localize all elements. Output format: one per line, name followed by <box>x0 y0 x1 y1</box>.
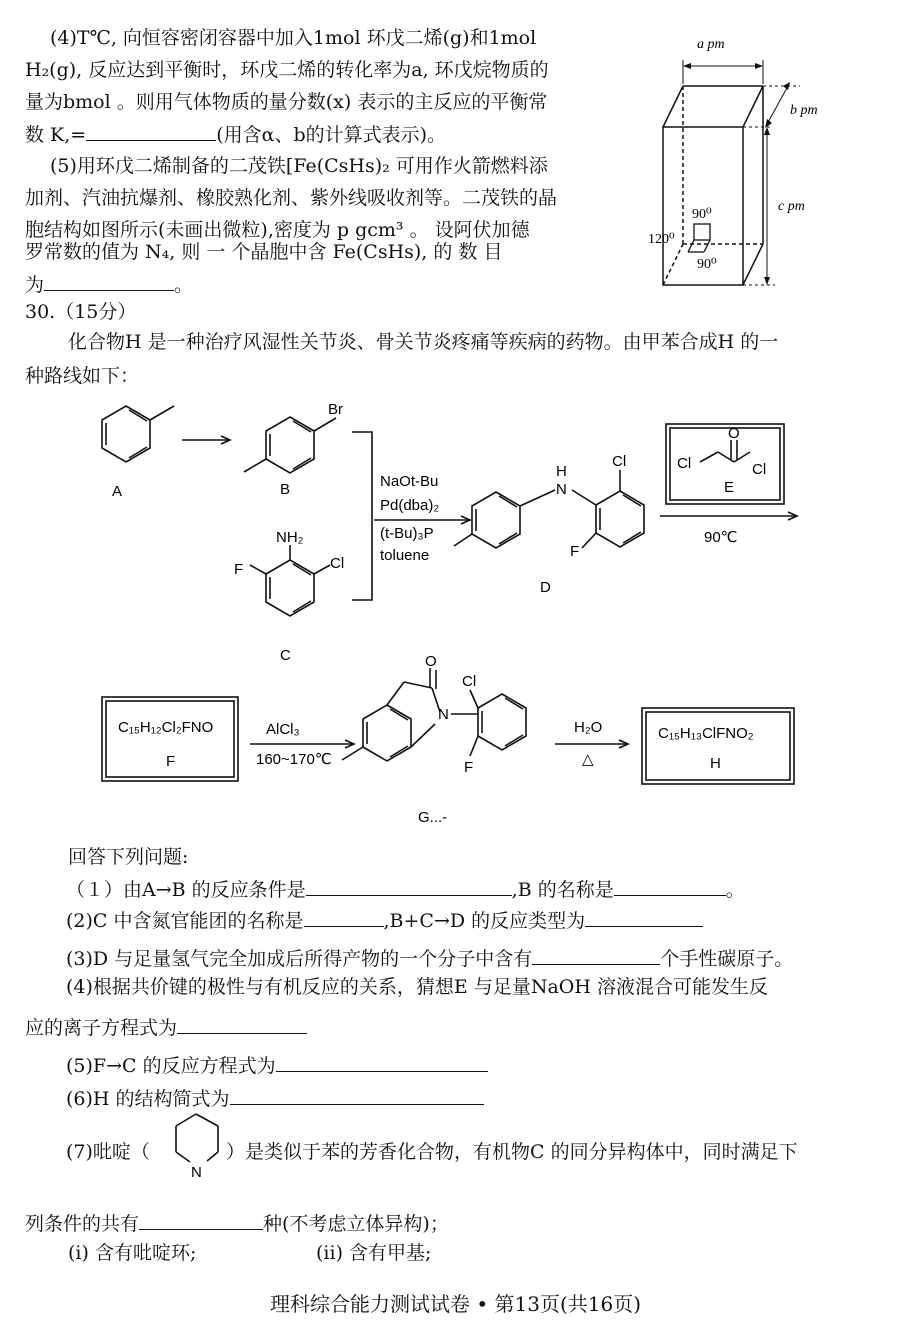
oxygen-label: O <box>728 425 740 442</box>
answer-blank[interactable] <box>44 272 174 291</box>
chloro-label: Cl <box>752 461 767 478</box>
fluoro-label: F <box>234 561 244 578</box>
compound-f-label: F <box>166 753 176 770</box>
condition-base: NaOt-Bu <box>380 473 439 490</box>
answer-blank[interactable] <box>532 946 660 965</box>
q7-line2: 列条件的共有 种(不考虑立体异构)； <box>25 1213 449 1235</box>
q3-line: (3)D 与足量氢气完全加成后所得产物的一个分子中含有 个手性碳原子。 <box>66 948 794 970</box>
answer-blank[interactable] <box>230 1086 484 1105</box>
q2-line: (2)C 中含氮官能团的名称是 ,B+C→D 的反应类型为 <box>66 908 703 933</box>
angle-label: 90⁰ <box>692 207 712 222</box>
compound-h-label: H <box>710 755 721 772</box>
cell-c-label: c pm <box>778 199 805 214</box>
condition-ii: (ii) 含有甲基; <box>316 1242 432 1264</box>
q4-answer-line1: (4)根据共价键的极性与有机反应的关系，猜想E 与足量NaOH 溶液混合可能发生反 <box>66 976 768 998</box>
compound-h-formula: C₁₅H₁₃ClFNO₂ <box>658 725 754 742</box>
pyridine-n-label: N <box>191 1164 202 1181</box>
heat-symbol: △ <box>582 751 594 768</box>
compound-g-label: G...- <box>418 809 448 826</box>
q4-line3: 量为bmol 。则用气体物质的量分数(x) 表示的主反应的平衡常 <box>25 91 548 113</box>
compound-e-label: E <box>724 479 735 496</box>
cell-b-label: b pm <box>790 103 818 118</box>
reagent-water: H₂O <box>574 719 603 736</box>
q5-line5: 为 。 <box>25 274 194 296</box>
chloro-label: Cl <box>330 555 345 572</box>
amine-n-label: N <box>556 481 567 498</box>
temperature-label: 90℃ <box>704 529 738 546</box>
compound-a-label: A <box>112 483 123 500</box>
q4-line1: (4)T℃, 向恒容密闭容器中加入1mol 环戊二烯(g)和1mol <box>50 27 537 49</box>
compound-d-label: D <box>540 579 551 596</box>
cell-a-label: a pm <box>697 37 725 52</box>
chloro-label: Cl <box>462 673 477 690</box>
oxygen-label: O <box>425 653 437 670</box>
q1-line: （１）由A→B 的反应条件是 ,B 的名称是 。 <box>66 879 745 901</box>
angle-label: 90⁰ <box>697 257 717 272</box>
q5-answer-line: (5)F→C 的反应方程式为 <box>66 1053 488 1078</box>
question-30-title: 30.（15分） <box>25 301 137 323</box>
fluoro-label: F <box>570 543 580 560</box>
fluoro-label: F <box>464 759 474 776</box>
q4-line4: 数 K,= (用含α、b的计算式表示)。 <box>25 124 447 146</box>
answers-heading: 回答下列问题: <box>68 846 189 868</box>
q5-line4: 罗常数的值为 N₄, 则 一 个晶胞中含 Fe(CsHs), 的 数 目 <box>25 241 503 263</box>
q30-intro-line2: 种路线如下： <box>25 365 140 387</box>
chloro-label: Cl <box>677 455 692 472</box>
q6-answer-line: (6)H 的结构简式为 <box>66 1086 484 1111</box>
answer-blank[interactable] <box>276 1053 488 1072</box>
q7-post: ）是类似于苯的芳香化合物，有机物C 的同分异构体中，同时满足下 <box>226 1141 798 1163</box>
nitrogen-label: N <box>438 706 449 723</box>
answer-blank[interactable] <box>585 908 703 927</box>
amino-label: NH₂ <box>276 529 304 546</box>
condition-solvent: toluene <box>380 547 430 564</box>
temperature-range: 160~170℃ <box>256 751 332 768</box>
answer-blank[interactable] <box>177 1015 307 1034</box>
answer-blank[interactable] <box>304 908 384 927</box>
reagent-alcl3: AlCl₃ <box>266 721 300 738</box>
q4-answer-line2: 应的离子方程式为 <box>25 1015 307 1040</box>
condition-catalyst: Pd(dba)₂ <box>380 497 440 514</box>
bromo-label: Br <box>328 401 343 418</box>
compound-c-label: C <box>280 647 291 664</box>
q4-line2: H₂(g), 反应达到平衡时，环戊二烯的转化率为a, 环戊烷物质的 <box>25 59 549 81</box>
q5-line1: (5)用环戊二烯制备的二茂铁[Fe(CsHs)₂ 可用作火箭燃料添 <box>50 155 548 177</box>
condition-ligand: (t-Bu)₃P <box>380 525 434 542</box>
answer-blank[interactable] <box>139 1211 263 1230</box>
answer-blank[interactable] <box>86 122 216 141</box>
q5-line3: 胞结构如图所示(未画出微粒),密度为 p gcm³ 。 设阿伏加德 <box>25 219 530 241</box>
answer-blank[interactable] <box>306 877 512 896</box>
amine-h-label: H <box>556 463 567 480</box>
compound-b-label: B <box>280 481 291 498</box>
q30-intro-line1: 化合物H 是一种治疗风湿性关节炎、骨关节炎疼痛等疾病的药物。由甲苯合成H 的一 <box>68 331 779 353</box>
q5-line2: 加剂、汽油抗爆剂、橡胶熟化剂、紫外线吸收剂等。二茂铁的晶 <box>25 187 558 209</box>
compound-f-formula: C₁₅H₁₂Cl₂FNO <box>118 719 214 736</box>
q7-pre: (7)吡啶（ <box>66 1141 150 1163</box>
answer-blank[interactable] <box>614 877 726 896</box>
page-footer: 理科综合能力测试试卷 • 第13页(共16页) <box>270 1292 642 1316</box>
condition-i: (i) 含有吡啶环; <box>68 1242 197 1264</box>
chloro-label: Cl <box>612 453 627 470</box>
angle-label: 120⁰ <box>648 232 675 247</box>
